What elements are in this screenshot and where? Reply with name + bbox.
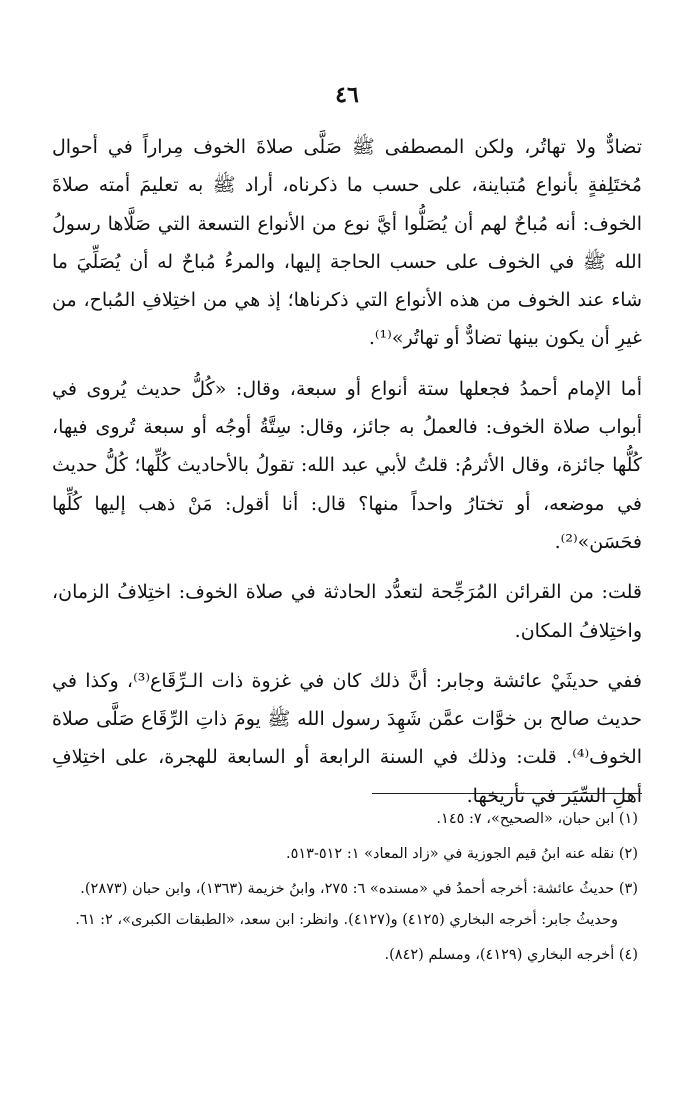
footnote-1: (١) ابن حبان، «الصحيح»، ٧: ١٤٥. [436, 811, 638, 827]
main-text [52, 128, 642, 827]
footnote-3-continuation: وحديثُ جابر: أخرجه البخاري (٤١٢٥) و(٤١٢٧). وانظر: ابن سعد، «الطبقات الكبرى»، ٢: ٦١. [75, 912, 618, 928]
paragraph-2: أما الإمام أحمدُ فجعلها ستة أنواع أو سبعة، وقال: «كُلُّ حديث يُروى في أبواب صلاة الخوف: فالعملُ به جائز، وقال: سِتَّةُ أوجُه أو سبعة تُروى فيها، كُلُّها جائزة، وقال الأثرمُ: قلتُ لأبي عبد الله: تقولُ بالأحاديث كُلِّها؛ كُلُّ حديث في موضعه، أو تختارُ واحداً منها؟ قال: أنا أقول: مَنْ ذهب إليها كُلِّها فحَسَن»⁽²⁾. [52, 377, 642, 553]
footnote-3: (٣) حديثُ عائشة: أخرجه أحمدُ في «مسنده» ٦: ٢٧٥، وابنُ خزيمة (١٣٦٣)، وابن حبان (٢٨٧٣). [80, 881, 638, 897]
paragraph-3: قلت: من القرائن المُرَجِّحة لتعدُّد الحادثة في صلاة الخوف: اختِلافُ الزمان، واختِلافُ المكان. [52, 581, 642, 642]
paragraph-1: تضادٌّ ولا تهاتُر، ولكن المصطفى ﷺ صَلَّى صلاةَ الخوف مِراراً في أحوال مُختَلِفةٍ بأنواع مُتباينة، على حسب ما ذكرناه، أراد ﷺ به تعليمَ أمته صلاةَ الخوف: أنه مُباحٌ لهم أن يُصَلُّوا أيَّ نوع من الأنواع التسعة التي صَلَّاها رسولُ الله ﷺ في الخوف على حسب الحاجة إليها، والمرءُ مُباحٌ له أن يُصَلِّيَ ما شاء عند الخوف من هذه الأنواع التي ذكرناها؛ إذ هي من اختِلافِ المُباح، من غيرِ أن يكون بينها تضادٌّ أو تهاتُر»⁽¹⁾. [52, 136, 642, 350]
footnote-4: (٤) أخرجه البخاري (٤١٢٩)، ومسلم (٨٤٢). [384, 947, 638, 963]
footnote-2: (٢) نقله عنه ابنُ قيم الجوزية في «زاد المعاد» ١: ٥١٢-٥١٣. [285, 846, 638, 862]
paragraph-4: ففي حديثَيْ عائشة وجابر: أنَّ ذلك كان في غزوة ذات الـرِّقَاع⁽³⁾، وكذا في حديث صالح بن خوَّات عمَّن شَهِدَ رسول الله ﷺ يومَ ذاتِ الرِّقَاع صَلَّى صلاة الخوف⁽⁴⁾. قلت: وذلك في السنة الرابعة أو السابعة للهجرة، على اختِلافِ أهلِ السِّيَر في تأريخها. [52, 669, 642, 807]
footnotes [54, 806, 638, 969]
footnote-separator [372, 793, 642, 794]
page-number: ٤٦ [335, 82, 359, 108]
